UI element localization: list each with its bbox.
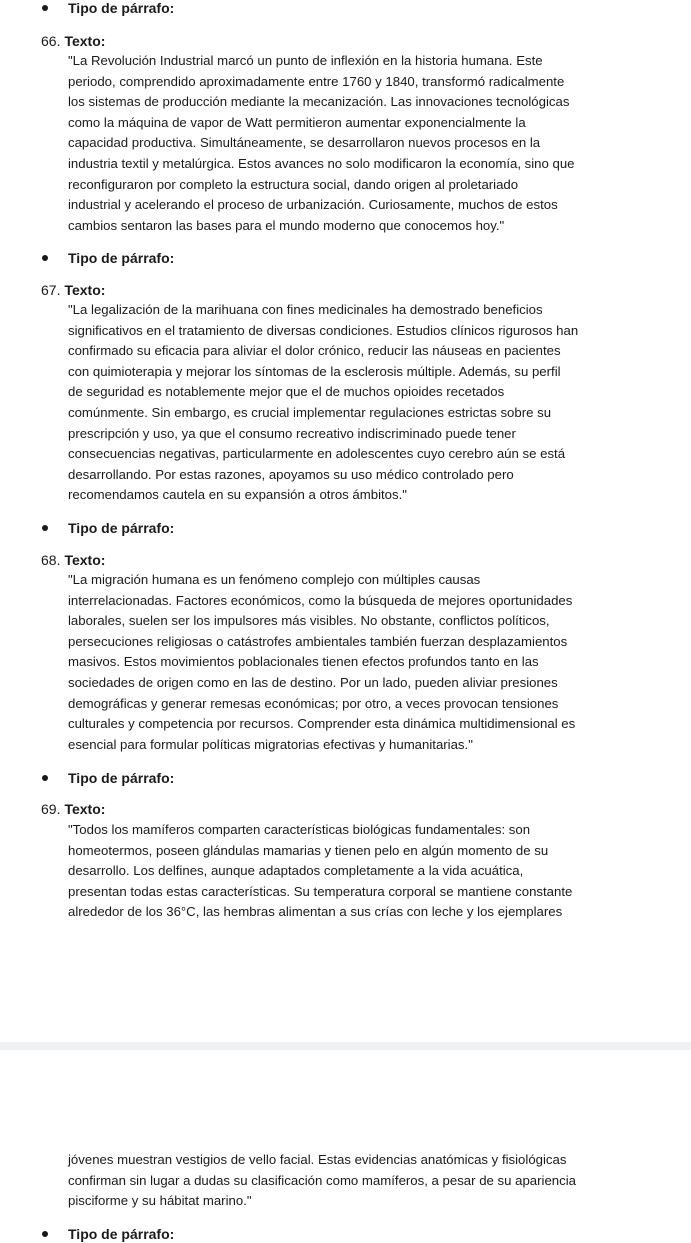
paragraph-line: homeotermos, poseen glándulas mamarias y tienen pelo en algún momento de su xyxy=(68,842,549,858)
item-text-label: Texto: xyxy=(64,552,106,568)
item-paragraph xyxy=(68,570,628,755)
paragraph-type-label: Tipo de párrafo: xyxy=(68,520,175,536)
paragraph-line: alrededor de los 36°C, las hembras alimentan a sus crías con leche y los ejemplares xyxy=(68,904,563,920)
paragraph-line: "La migración humana es un fenómeno complejo con múltiples causas xyxy=(68,572,481,587)
paragraph-line: capacidad productiva. Simultáneamente, se desarrollaron nuevos procesos en la xyxy=(68,135,541,151)
paragraph-line: cambios sentaron las bases para el mundo moderno que conocemos hoy." xyxy=(68,217,505,233)
paragraph-line: recomendamos cautela en su expansión a otros ámbitos." xyxy=(68,487,407,503)
paragraph-line: "La Revolución Industrial marcó un punto de inflexión en la historia humana. Este xyxy=(68,53,543,68)
paragraph-line: comúnmente. Sin embargo, es crucial implementar regulaciones estrictas sobre su xyxy=(68,404,552,420)
paragraph-line: "La legalización de la marihuana con fines medicinales ha demostrado beneficios xyxy=(68,302,543,317)
paragraph-line: significativos en el tratamiento de diversas condiciones. Estudios clínicos rigurosos han xyxy=(68,322,579,338)
item-number: 68. xyxy=(41,552,61,568)
paragraph-line: confirman sin lugar a dudas su clasificación como mamíferos, a pesar de su apariencia xyxy=(68,1172,576,1188)
paragraph-line: "Todos los mamíferos comparten características biológicas fundamentales: son xyxy=(68,822,531,837)
item-number: 69. xyxy=(41,801,61,817)
paragraph-line: confirmado su eficacia para aliviar el dolor crónico, reducir las náuseas en pacientes xyxy=(68,343,561,359)
paragraph-type-label: Tipo de párrafo: xyxy=(68,770,175,786)
bullet-dot-icon xyxy=(42,1231,48,1237)
paragraph-line: industrial y acelerando el proceso de urbanización. Curiosamente, muchos de estos xyxy=(68,197,558,213)
bullet-dot-icon xyxy=(42,255,48,261)
paragraph-line: culturales y competencia por recursos. Comprender esta dinámica multidimensional es xyxy=(68,716,576,732)
paragraph-line: laborales, suelen ser los impulsores más visibles. No obstante, conflictos políticos, xyxy=(68,613,550,629)
paragraph-line: sociedades de origen como en las de destino. Por un lado, pueden aliviar presiones xyxy=(68,674,558,690)
paragraph-type-label: Tipo de párrafo: xyxy=(68,1226,175,1242)
paragraph-line: prescripción y uso, ya que el consumo recreativo indiscriminado puede tener xyxy=(68,425,516,441)
item-text-label: Texto: xyxy=(64,33,106,49)
paragraph-line: pisciforme y su hábitat marino." xyxy=(68,1193,252,1209)
item-heading xyxy=(41,801,105,818)
item-text-label: Texto: xyxy=(64,282,106,298)
item-heading xyxy=(41,552,105,569)
item-paragraph xyxy=(68,300,628,506)
paragraph-line: industria textil y metalúrgica. Estos avances no solo modificaron la economía, sino que xyxy=(68,155,575,171)
paragraph-line: desarrollando. Por estas razones, apoyamos su uso médico controlado pero xyxy=(68,466,514,482)
paragraph-line: jóvenes muestran vestigios de vello facial. Estas evidencias anatómicas y fisiológicas xyxy=(68,1152,567,1167)
paragraph-line: interrelacionadas. Factores económicos, como la búsqueda de mejores oportunidades xyxy=(68,592,573,608)
paragraph-line: periodo, comprendido aproximadamente entre 1760 y 1840, transformó radicalmente xyxy=(68,73,565,89)
paragraph-line: esencial para formular políticas migratorias efectivas y humanitarias." xyxy=(68,736,473,752)
bullet-dot-icon xyxy=(42,525,48,531)
item-heading xyxy=(41,282,105,299)
paragraph-line: de seguridad es notablemente mejor que el de muchos opioides recetados xyxy=(68,384,505,400)
page-bottom xyxy=(0,1050,691,1243)
paragraph-line: masivos. Estos movimientos poblacionales tienen efectos profundos tanto en las xyxy=(68,654,539,670)
paragraph-line: consecuencias negativas, particularmente en adolescentes cuyo cerebro aún se está xyxy=(68,446,566,462)
item-text-label: Texto: xyxy=(64,801,106,817)
paragraph-line: presentan todas estas características. Su temperatura corporal se mantiene constante xyxy=(68,883,573,899)
paragraph-line: desarrollo. Los delfines, aunque adaptados completamente a la vida acuática, xyxy=(68,863,524,879)
item-heading xyxy=(41,33,105,50)
paragraph-line: como la máquina de vapor de Watt permitieron aumentar exponencialmente la xyxy=(68,114,526,130)
item-paragraph xyxy=(68,820,628,923)
paragraph-line: con quimioterapia y mejorar los síntomas de la esclerosis múltiple. Además, su perfil xyxy=(68,363,561,379)
item-paragraph-continued xyxy=(68,1150,628,1212)
bullet-dot-icon xyxy=(42,775,48,781)
paragraph-type-label: Tipo de párrafo: xyxy=(68,0,175,16)
paragraph-line: persecuciones religiosas o catástrofes ambientales también fuerzan desplazamientos xyxy=(68,633,568,649)
paragraph-type-label: Tipo de párrafo: xyxy=(68,250,175,266)
bullet-dot-icon xyxy=(42,5,48,11)
page-break-divider xyxy=(0,1042,691,1050)
paragraph-line: los sistemas de producción mediante la mecanización. Las innovaciones tecnológicas xyxy=(68,94,570,110)
item-number: 67. xyxy=(41,282,61,298)
item-paragraph xyxy=(68,51,628,236)
item-number: 66. xyxy=(41,33,61,49)
paragraph-line: reconfiguraron por completo la estructura social, dando origen al proletariado xyxy=(68,176,519,192)
paragraph-line: demográficas y generar remesas económicas; por otro, a veces provocan tensiones xyxy=(68,695,559,711)
